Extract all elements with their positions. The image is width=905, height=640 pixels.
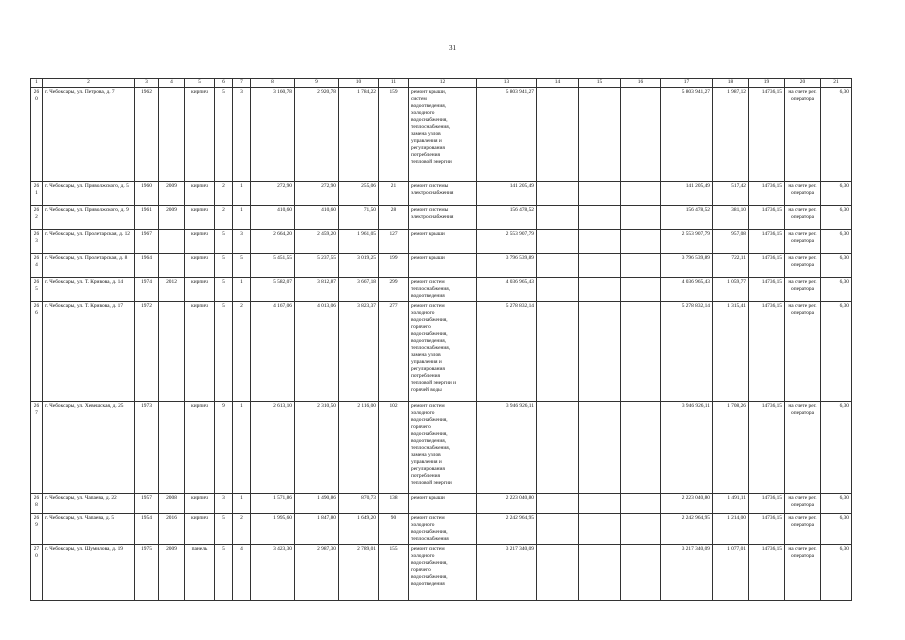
column-header: 15: [579, 79, 621, 88]
unit-cost: 1 491,11: [713, 494, 749, 514]
row-number: 262: [31, 206, 43, 230]
funding-method: на счете рег. оператора: [785, 302, 821, 402]
build-year: 1975: [135, 545, 159, 601]
address: г. Чебоксары, ул. Шумилова, д. 19: [43, 545, 135, 601]
col-15: [579, 254, 621, 278]
table-row: [31, 88, 852, 182]
work-type: ремонт систем холодного водоснабжения, теплоснабжения: [409, 514, 477, 545]
unit-cost: 1 077,01: [713, 545, 749, 601]
table-row: [31, 278, 852, 302]
column-header: 18: [713, 79, 749, 88]
entrances: 4: [233, 545, 251, 601]
funding-method: на счете рег. оператора: [785, 230, 821, 254]
wall-material: кирпич: [185, 402, 215, 494]
entrances: 1: [233, 206, 251, 230]
register-body: [31, 88, 852, 601]
total-area: 4 167,06: [251, 302, 295, 402]
cost-limit: 14736,15: [749, 402, 785, 494]
residents-count: 90: [379, 514, 409, 545]
col-15: [579, 278, 621, 302]
total-cost: 141 205,49: [477, 182, 537, 206]
col-15: [579, 514, 621, 545]
floors: 5: [215, 514, 233, 545]
col-16: [621, 494, 661, 514]
living-area: 2 310,50: [295, 402, 339, 494]
column-header: 10: [339, 79, 379, 88]
private-area: 1 649,20: [339, 514, 379, 545]
renovation-year: [159, 302, 185, 402]
build-year: 1972: [135, 302, 159, 402]
total-cost: 2 553 907,79: [477, 230, 537, 254]
residents-count: 155: [379, 545, 409, 601]
wall-material: кирпич: [185, 182, 215, 206]
entrances: 5: [233, 254, 251, 278]
col-14: [537, 230, 579, 254]
total-area: 3 423,30: [251, 545, 295, 601]
row-number: 264: [31, 254, 43, 278]
column-header: 16: [621, 79, 661, 88]
private-area: 3 823,37: [339, 302, 379, 402]
col-15: [579, 230, 621, 254]
term: 6,30: [821, 254, 852, 278]
column-header: 3: [135, 79, 159, 88]
unit-cost: 1 315,41: [713, 302, 749, 402]
total-cost: 2 223 040,80: [477, 494, 537, 514]
column-header: 5: [185, 79, 215, 88]
wall-material: кирпич: [185, 514, 215, 545]
wall-material: кирпич: [185, 206, 215, 230]
address: г. Чебоксары, ул. Чапаева, д. 22: [43, 494, 135, 514]
owners-funds: 2 242 964,95: [661, 514, 713, 545]
total-area: 1 571,86: [251, 494, 295, 514]
row-number: 260: [31, 88, 43, 182]
col-16: [621, 278, 661, 302]
col-14: [537, 545, 579, 601]
renovation-year: 2009: [159, 206, 185, 230]
living-area: 1 490,86: [295, 494, 339, 514]
term: 6,30: [821, 88, 852, 182]
entrances: 2: [233, 302, 251, 402]
table-row: [31, 302, 852, 402]
private-area: 71,50: [339, 206, 379, 230]
address: г. Чебоксары, ул. Петрова, д. 7: [43, 88, 135, 182]
funding-method: на счете рег. оператора: [785, 88, 821, 182]
living-area: 4 013,06: [295, 302, 339, 402]
residents-count: 138: [379, 494, 409, 514]
work-type: ремонт крыши: [409, 494, 477, 514]
living-area: 2 987,30: [295, 545, 339, 601]
living-area: 3 812,87: [295, 278, 339, 302]
column-header: 4: [159, 79, 185, 88]
wall-material: кирпич: [185, 302, 215, 402]
cost-limit: 14736,15: [749, 514, 785, 545]
build-year: 1961: [135, 206, 159, 230]
col-14: [537, 206, 579, 230]
col-14: [537, 494, 579, 514]
total-area: 5 451,55: [251, 254, 295, 278]
funding-method: на счете рег. оператора: [785, 182, 821, 206]
private-area: 2 116,00: [339, 402, 379, 494]
floors: 5: [215, 302, 233, 402]
unit-cost: 381,10: [713, 206, 749, 230]
residents-count: 28: [379, 206, 409, 230]
living-area: 272,90: [295, 182, 339, 206]
table-row: [31, 254, 852, 278]
work-type: ремонт крыши, систем водоотведения, холодного водоснабжения, теплоснабжения, замена узлов управления и регулирования потребления тепловой энергии: [409, 88, 477, 182]
col-16: [621, 514, 661, 545]
work-type: ремонт систем теплоснабжения, водоотведения: [409, 278, 477, 302]
wall-material: кирпич: [185, 494, 215, 514]
address: г. Чебоксары, ул. Приволжского, д. 9: [43, 206, 135, 230]
living-area: 2 459,20: [295, 230, 339, 254]
unit-cost: 517,42: [713, 182, 749, 206]
private-area: 255,06: [339, 182, 379, 206]
work-type: ремонт систем холодного водоснабжения, горячего водоснабжения, водоотведения, теплоснабжения, замена узлов управления и регулирования потребления тепловой энергии и горячей воды: [409, 302, 477, 402]
floors: 5: [215, 254, 233, 278]
col-16: [621, 182, 661, 206]
total-area: 410,60: [251, 206, 295, 230]
unit-cost: 1 987,12: [713, 88, 749, 182]
floors: 5: [215, 545, 233, 601]
term: 6,30: [821, 182, 852, 206]
col-16: [621, 302, 661, 402]
col-16: [621, 206, 661, 230]
column-header: 9: [295, 79, 339, 88]
build-year: 1962: [135, 88, 159, 182]
col-16: [621, 545, 661, 601]
residents-count: 159: [379, 88, 409, 182]
table-row: [31, 230, 852, 254]
col-15: [579, 206, 621, 230]
entrances: 3: [233, 88, 251, 182]
build-year: 1967: [135, 230, 159, 254]
col-16: [621, 254, 661, 278]
table-row: [31, 402, 852, 494]
owners-funds: 2 553 907,79: [661, 230, 713, 254]
cost-limit: 14736,15: [749, 494, 785, 514]
term: 6,30: [821, 302, 852, 402]
private-area: 3 667,18: [339, 278, 379, 302]
renovation-year: 2016: [159, 514, 185, 545]
floors: 2: [215, 182, 233, 206]
row-number: 263: [31, 230, 43, 254]
table-row: [31, 206, 852, 230]
renovation-year: [159, 230, 185, 254]
col-15: [579, 182, 621, 206]
unit-cost: 1 214,00: [713, 514, 749, 545]
work-type: ремонт крыши: [409, 230, 477, 254]
cost-limit: 14736,15: [749, 182, 785, 206]
column-header: 14: [537, 79, 579, 88]
row-number: 269: [31, 514, 43, 545]
row-number: 268: [31, 494, 43, 514]
residents-count: 199: [379, 254, 409, 278]
column-header: 20: [785, 79, 821, 88]
floors: 2: [215, 206, 233, 230]
term: 6,30: [821, 230, 852, 254]
floors: 5: [215, 230, 233, 254]
wall-material: кирпич: [185, 230, 215, 254]
build-year: 1954: [135, 514, 159, 545]
row-number: 267: [31, 402, 43, 494]
col-15: [579, 88, 621, 182]
total-cost: 5 278 832,14: [477, 302, 537, 402]
residents-count: 299: [379, 278, 409, 302]
col-14: [537, 402, 579, 494]
funding-method: на счете рег. оператора: [785, 545, 821, 601]
floors: 5: [215, 88, 233, 182]
renovation-year: [159, 88, 185, 182]
private-area: 2 789,01: [339, 545, 379, 601]
private-area: 870,73: [339, 494, 379, 514]
column-header: 17: [661, 79, 713, 88]
col-14: [537, 254, 579, 278]
wall-material: панель: [185, 545, 215, 601]
build-year: 1974: [135, 278, 159, 302]
table-row: [31, 182, 852, 206]
column-header: 2: [43, 79, 135, 88]
col-14: [537, 88, 579, 182]
address: г. Чебоксары, ул. Хевешская, д. 25: [43, 402, 135, 494]
owners-funds: 5 803 941,27: [661, 88, 713, 182]
residents-count: 102: [379, 402, 409, 494]
renovation-year: [159, 254, 185, 278]
entrances: 1: [233, 494, 251, 514]
build-year: 1960: [135, 182, 159, 206]
address: г. Чебоксары, ул. Т. Кривова, д. 17: [43, 302, 135, 402]
col-16: [621, 402, 661, 494]
funding-method: на счете рег. оператора: [785, 514, 821, 545]
total-area: 2 613,10: [251, 402, 295, 494]
wall-material: кирпич: [185, 278, 215, 302]
residents-count: 277: [379, 302, 409, 402]
work-type: ремонт систем холодного водоснабжения, горячего водоснабжения, водоотведения: [409, 545, 477, 601]
unit-cost: 722,11: [713, 254, 749, 278]
renovation-year: [159, 402, 185, 494]
cost-limit: 14736,15: [749, 230, 785, 254]
total-cost: 4 036 965,43: [477, 278, 537, 302]
col-14: [537, 278, 579, 302]
table-row: [31, 514, 852, 545]
term: 6,30: [821, 402, 852, 494]
col-14: [537, 514, 579, 545]
column-header: 12: [409, 79, 477, 88]
column-header: 19: [749, 79, 785, 88]
table-row: [31, 494, 852, 514]
col-14: [537, 182, 579, 206]
funding-method: на счете рег. оператора: [785, 278, 821, 302]
column-number-row: [31, 79, 852, 88]
residents-count: 127: [379, 230, 409, 254]
living-area: 2 920,78: [295, 88, 339, 182]
total-cost: 156 478,52: [477, 206, 537, 230]
living-area: 5 237,55: [295, 254, 339, 278]
living-area: 1 847,80: [295, 514, 339, 545]
floors: 3: [215, 494, 233, 514]
total-area: 272,90: [251, 182, 295, 206]
work-type: ремонт систем холодного водоснабжения, горячего водоснабжения, водоотведения, теплоснабжения, замена узлов управления и регулирования потребления тепловой энергии: [409, 402, 477, 494]
total-area: 3 160,78: [251, 88, 295, 182]
cost-limit: 14736,15: [749, 206, 785, 230]
table-row: [31, 545, 852, 601]
col-16: [621, 230, 661, 254]
owners-funds: 3 946 926,11: [661, 402, 713, 494]
entrances: 2: [233, 514, 251, 545]
entrances: 1: [233, 278, 251, 302]
total-cost: 5 803 941,27: [477, 88, 537, 182]
col-15: [579, 402, 621, 494]
owners-funds: 3 796 539,89: [661, 254, 713, 278]
wall-material: кирпич: [185, 254, 215, 278]
unit-cost: 957,08: [713, 230, 749, 254]
cost-limit: 14736,15: [749, 88, 785, 182]
address: г. Чебоксары, ул. Пролетарская, д. 8: [43, 254, 135, 278]
entrances: 3: [233, 230, 251, 254]
total-area: 1 995,60: [251, 514, 295, 545]
term: 6,30: [821, 514, 852, 545]
build-year: 1973: [135, 402, 159, 494]
owners-funds: 3 217 340,09: [661, 545, 713, 601]
wall-material: кирпич: [185, 88, 215, 182]
column-header: 7: [233, 79, 251, 88]
work-type: ремонт крыши: [409, 254, 477, 278]
address: г. Чебоксары, ул. Т. Кривова, д. 14: [43, 278, 135, 302]
funding-method: на счете рег. оператора: [785, 206, 821, 230]
renovation-year: 2009: [159, 545, 185, 601]
private-area: 1 961,05: [339, 230, 379, 254]
owners-funds: 4 036 965,43: [661, 278, 713, 302]
total-area: 2 664,20: [251, 230, 295, 254]
private-area: 3 019,25: [339, 254, 379, 278]
col-15: [579, 302, 621, 402]
total-cost: 2 242 964,95: [477, 514, 537, 545]
owners-funds: 5 278 832,14: [661, 302, 713, 402]
renovation-year: 2008: [159, 494, 185, 514]
term: 6,30: [821, 206, 852, 230]
living-area: 410,60: [295, 206, 339, 230]
build-year: 1964: [135, 254, 159, 278]
entrances: 1: [233, 402, 251, 494]
address: г. Чебоксары, ул. Чапаева, д. 5: [43, 514, 135, 545]
funding-method: на счете рег. оператора: [785, 402, 821, 494]
row-number: 266: [31, 302, 43, 402]
owners-funds: 156 478,52: [661, 206, 713, 230]
col-15: [579, 494, 621, 514]
row-number: 265: [31, 278, 43, 302]
entrances: 1: [233, 182, 251, 206]
cost-limit: 14736,15: [749, 545, 785, 601]
row-number: 270: [31, 545, 43, 601]
column-header: 1: [31, 79, 43, 88]
floors: 5: [215, 278, 233, 302]
page-number: 31: [449, 44, 456, 52]
unit-cost: 1 708,26: [713, 402, 749, 494]
work-type: ремонт системы электроснабжения: [409, 206, 477, 230]
col-14: [537, 302, 579, 402]
column-header: 11: [379, 79, 409, 88]
residents-count: 21: [379, 182, 409, 206]
build-year: 1957: [135, 494, 159, 514]
row-number: 261: [31, 182, 43, 206]
total-cost: 3 946 926,11: [477, 402, 537, 494]
col-15: [579, 545, 621, 601]
owners-funds: 141 205,49: [661, 182, 713, 206]
term: 6,30: [821, 494, 852, 514]
register-table: [30, 78, 852, 601]
term: 6,30: [821, 545, 852, 601]
work-type: ремонт системы электроснабжения: [409, 182, 477, 206]
cost-limit: 14736,15: [749, 278, 785, 302]
private-area: 1 784,22: [339, 88, 379, 182]
cost-limit: 14736,15: [749, 254, 785, 278]
funding-method: на счете рег. оператора: [785, 254, 821, 278]
term: 6,30: [821, 278, 852, 302]
unit-cost: 1 059,77: [713, 278, 749, 302]
total-area: 5 582,07: [251, 278, 295, 302]
column-header: 6: [215, 79, 233, 88]
renovation-year: 2012: [159, 278, 185, 302]
address: г. Чебоксары, ул. Приволжского, д. 5: [43, 182, 135, 206]
col-16: [621, 88, 661, 182]
address: г. Чебоксары, ул. Пролетарская, д. 12: [43, 230, 135, 254]
total-cost: 3 217 340,09: [477, 545, 537, 601]
renovation-year: 2009: [159, 182, 185, 206]
cost-limit: 14736,15: [749, 302, 785, 402]
column-header: 8: [251, 79, 295, 88]
floors: 9: [215, 402, 233, 494]
funding-method: на счете рег. оператора: [785, 494, 821, 514]
column-header: 13: [477, 79, 537, 88]
owners-funds: 2 223 040,80: [661, 494, 713, 514]
total-cost: 3 796 539,89: [477, 254, 537, 278]
column-header: 21: [821, 79, 852, 88]
